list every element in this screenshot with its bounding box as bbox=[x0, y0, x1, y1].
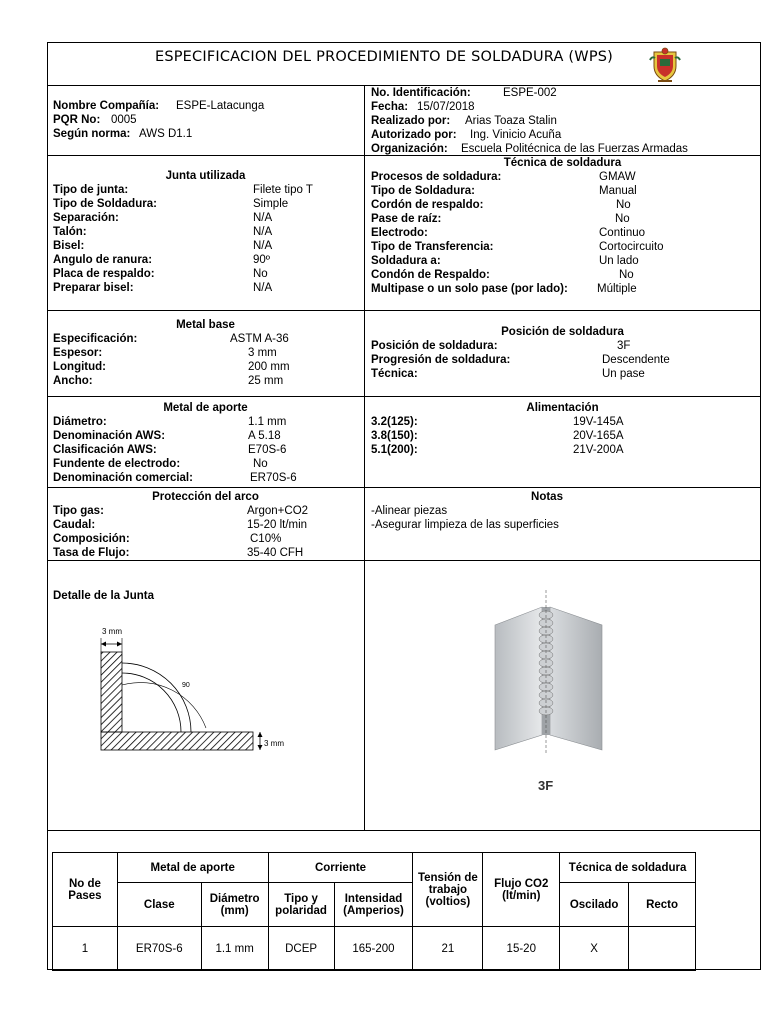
identificacion-field: No. Identificación: ESPE-002 bbox=[371, 87, 557, 99]
junta-row: Tipo de junta: Filete tipo T bbox=[53, 184, 313, 196]
metal-base-row: Especificación: ASTM A-36 bbox=[53, 333, 289, 345]
metal-base-row: Ancho: 25 mm bbox=[53, 375, 284, 387]
cell-no: 1 bbox=[53, 927, 118, 971]
junta-row: Talón: N/A bbox=[53, 226, 273, 238]
figure-caption: 3F bbox=[538, 778, 554, 793]
col-tecnica: Técnica de soldadura bbox=[560, 853, 696, 883]
metal-base-heading: Metal base bbox=[176, 319, 235, 331]
proteccion-row: Caudal: 15-20 lt/min bbox=[53, 519, 308, 531]
pqr-field: PQR No: 0005 bbox=[53, 114, 137, 126]
metal-aporte-row: Denominación comercial: ER70S-6 bbox=[53, 472, 297, 484]
alimentacion-row: 3.8(150): 20V-165A bbox=[371, 430, 624, 442]
detalle-heading: Detalle de la Junta bbox=[53, 590, 154, 602]
proteccion-heading: Protección del arco bbox=[152, 491, 259, 503]
junta-row: Preparar bisel: N/A bbox=[53, 282, 273, 294]
col-intensidad: Intensidad (Amperios) bbox=[334, 883, 413, 927]
metal-base-row: Espesor: 3 mm bbox=[53, 347, 277, 359]
cell-intensidad: 165-200 bbox=[334, 927, 413, 971]
autorizado-field: Autorizado por: Ing. Vinicio Acuña bbox=[371, 129, 562, 141]
norma-field: Según norma: AWS D1.1 bbox=[53, 128, 193, 140]
cell-tension: 21 bbox=[413, 927, 483, 971]
nota-item: -Asegurar limpieza de las superficies bbox=[371, 519, 559, 531]
col-clase: Clase bbox=[117, 883, 201, 927]
alimentacion-heading: Alimentación bbox=[526, 402, 599, 414]
tecnica-heading: Técnica de soldadura bbox=[503, 157, 622, 169]
divider bbox=[47, 560, 761, 561]
junta-row: Separación: N/A bbox=[53, 212, 273, 224]
cell-tipo: DCEP bbox=[268, 927, 334, 971]
notas-heading: Notas bbox=[531, 491, 563, 503]
tecnica-row: Procesos de soldadura: GMAW bbox=[371, 171, 636, 183]
column-divider bbox=[364, 85, 365, 830]
tecnica-row: Soldadura a: Un lado bbox=[371, 255, 639, 267]
junta-row: Tipo de Soldadura: Simple bbox=[53, 198, 289, 210]
col-oscilado: Oscilado bbox=[560, 883, 629, 927]
col-metal-aporte: Metal de aporte bbox=[117, 853, 268, 883]
organizacion-field: Organización: Escuela Politécnica de las Fuerzas Armadas bbox=[371, 143, 688, 155]
fecha-field: Fecha: 15/07/2018 bbox=[371, 101, 475, 113]
cell-clase: ER70S-6 bbox=[117, 927, 201, 971]
posicion-row: Técnica: Un pase bbox=[371, 368, 645, 380]
cell-oscilado: X bbox=[560, 927, 629, 971]
tecnica-row: Cordón de respaldo: No bbox=[371, 199, 631, 211]
divider bbox=[47, 830, 761, 831]
cell-recto bbox=[629, 927, 696, 971]
proteccion-row: Composición: C10% bbox=[53, 533, 282, 545]
col-diametro: Diámetro (mm) bbox=[201, 883, 268, 927]
proteccion-row: Tasa de Flujo: 35-40 CFH bbox=[53, 547, 304, 559]
divider bbox=[47, 487, 761, 488]
tecnica-row: Multipase o un solo pase (por lado): Múltiple bbox=[371, 283, 637, 295]
cell-diametro: 1.1 mm bbox=[201, 927, 268, 971]
tecnica-row: Tipo de Soldadura: Manual bbox=[371, 185, 637, 197]
document-title: ESPECIFICACION DEL PROCEDIMIENTO DE SOLDADURA (WPS) bbox=[154, 49, 614, 65]
fillet-3f-figure bbox=[490, 585, 610, 760]
metal-base-row: Longitud: 200 mm bbox=[53, 361, 290, 373]
table-row bbox=[53, 927, 696, 971]
tecnica-row: Electrodo: Continuo bbox=[371, 227, 646, 239]
cell-flujo: 15-20 bbox=[483, 927, 560, 971]
col-flujo: Flujo CO2 (lt/min) bbox=[483, 853, 560, 927]
metal-aporte-heading: Metal de aporte bbox=[163, 402, 248, 414]
junta-row: Placa de respaldo: No bbox=[53, 268, 268, 280]
divider bbox=[47, 310, 761, 311]
dimension-right-label: 3 mm bbox=[264, 739, 284, 748]
realizado-field: Realizado por: Arias Toaza Stalin bbox=[371, 115, 557, 127]
junta-row: Angulo de ranura: 90º bbox=[53, 254, 270, 266]
col-corriente: Corriente bbox=[268, 853, 413, 883]
tecnica-row: Pase de raíz: No bbox=[371, 213, 630, 225]
dimension-top-label: 3 mm bbox=[102, 627, 122, 636]
metal-aporte-row: Denominación AWS: A 5.18 bbox=[53, 430, 281, 442]
posicion-heading: Posición de soldadura bbox=[501, 326, 624, 338]
col-tension: Tensión de trabajo (voltios) bbox=[413, 853, 483, 927]
junta-row: Bisel: N/A bbox=[53, 240, 273, 252]
university-seal-logo bbox=[648, 46, 682, 84]
col-no-pases: No de Pases bbox=[53, 853, 118, 927]
junta-heading: Junta utilizada bbox=[165, 170, 246, 182]
divider bbox=[47, 396, 761, 397]
metal-aporte-row: Diámetro: 1.1 mm bbox=[53, 416, 287, 428]
col-recto: Recto bbox=[629, 883, 696, 927]
tecnica-row: Condón de Respaldo: No bbox=[371, 269, 634, 281]
posicion-row: Progresión de soldadura: Descendente bbox=[371, 354, 670, 366]
angle-label: 90 bbox=[182, 682, 190, 689]
passes-table bbox=[52, 852, 696, 971]
tecnica-row: Tipo de Transferencia: Cortocircuito bbox=[371, 241, 664, 253]
col-tipo-polaridad: Tipo y polaridad bbox=[268, 883, 334, 927]
company-field: Nombre Compañía: ESPE-Latacunga bbox=[53, 100, 265, 112]
metal-aporte-row: Fundente de electrodo: No bbox=[53, 458, 268, 470]
alimentacion-row: 5.1(200): 21V-200A bbox=[371, 444, 624, 456]
proteccion-row: Tipo gas: Argon+CO2 bbox=[53, 505, 309, 517]
metal-aporte-row: Clasificación AWS: E70S-6 bbox=[53, 444, 287, 456]
posicion-row: Posición de soldadura: 3F bbox=[371, 340, 631, 352]
alimentacion-row: 3.2(125): 19V-145A bbox=[371, 416, 624, 428]
nota-item: -Alinear piezas bbox=[371, 505, 448, 517]
